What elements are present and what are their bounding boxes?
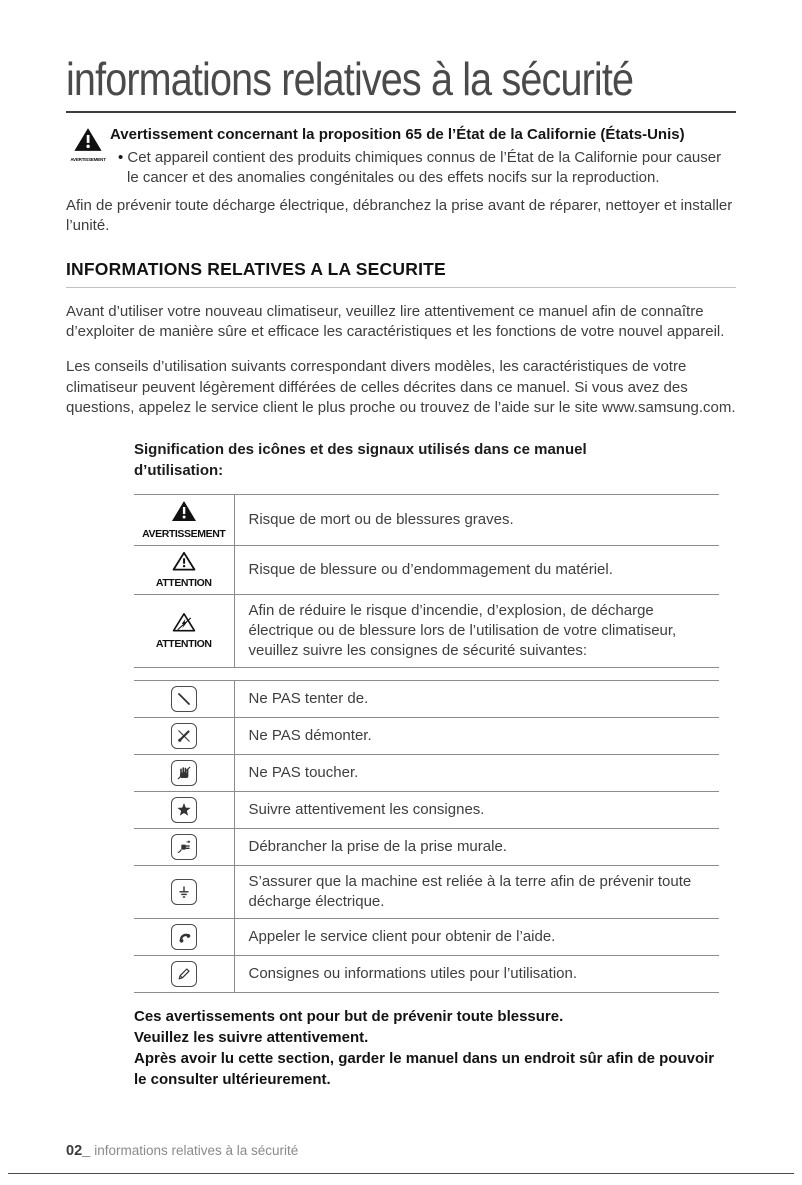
table-row: [134, 865, 719, 918]
table-row: [134, 754, 719, 791]
table-row: [134, 955, 719, 992]
symbol-icon-cell: [134, 717, 234, 754]
symbol-icon-cell: [134, 865, 234, 918]
page-title: informations relatives à la sécurité: [66, 53, 634, 105]
bottom-rule: [8, 1173, 794, 1174]
symbol-icon-cell: [134, 754, 234, 791]
signal-icon-cell: [134, 545, 234, 594]
prohibited-icon: [171, 686, 197, 712]
symbol-icon-cell: [134, 680, 234, 717]
symbol-icon-cell: [134, 828, 234, 865]
no-disassemble-icon: [171, 723, 197, 749]
electric-hazard-icon: [172, 612, 196, 632]
warning-badge: [66, 125, 110, 188]
signal-icon-cell: [134, 494, 234, 545]
section-paragraph-2: Les conseils d’utilisation suivants correspondant divers modèles, les caractéristiques de votre climatiseur peuvent légèrement différées de celles décrites dans ce manuel. Si vous avez des questions, appelez le service client le plus proche ou trouvez de l’aide sur le site www.samsung.com.: [66, 357, 736, 417]
symbol-text: Appeler le service client pour obtenir de l’aide.: [248, 927, 556, 945]
table-row: [134, 828, 719, 865]
no-touch-icon: [171, 760, 197, 786]
signal-icon-cell: [134, 594, 234, 667]
symbol-text: S’assurer que la machine est reliée à la terre afin de prévenir toute décharge électrique.: [248, 872, 692, 910]
table-row: [134, 791, 719, 828]
closing-line-3: Après avoir lu cette section, garder le manuel dans un endroit sûr afin de pouvoir le consulter ultérieurement.: [134, 1049, 715, 1088]
table-row: [134, 717, 719, 754]
table-row: [134, 494, 719, 545]
page-number: 02_: [66, 1143, 91, 1159]
warning-badge-label: AVERTISSEMENT: [70, 157, 106, 162]
unplug-icon: [171, 834, 197, 860]
closing-warnings: [134, 1006, 719, 1090]
follow-instructions-icon: [171, 797, 197, 823]
manual-page: [0, 52, 802, 1090]
legend-heading: Signification des icônes et des signaux utilisés dans ce manuel d’utilisation:: [134, 440, 587, 479]
warning-outline-icon: [172, 551, 196, 571]
symbol-icon-cell: [134, 955, 234, 992]
table-row: [134, 545, 719, 594]
call-service-icon: [171, 924, 197, 950]
prop65-heading: Avertissement concernant la proposition 65 de l’État de la Californie (États-Unis): [110, 126, 685, 143]
signal-label: ATTENTION: [155, 637, 212, 650]
note-icon: [171, 961, 197, 987]
closing-line-1: Ces avertissements ont pour but de prévenir toute blessure.: [134, 1007, 564, 1025]
prop65-body: [110, 125, 736, 188]
intro-note: Afin de prévenir toute décharge électrique, débranchez la prise avant de réparer, nettoyer et installer l’unité.: [66, 197, 733, 235]
page-title-block: [66, 52, 736, 113]
closing-line-2: Veuillez les suivre attentivement.: [134, 1028, 369, 1046]
section-paragraph-1: Avant d’utiliser votre nouveau climatiseur, veuillez lire attentivement ce manuel afin de connaître d’exploiter de manière sûre et efficace les caractéristiques et les fonctions de votre nouvel appareil.: [66, 302, 725, 341]
symbol-text: Ne PAS tenter de.: [248, 689, 369, 707]
symbol-icon-cell: [134, 791, 234, 828]
symbol-text: Débrancher la prise de la prise murale.: [248, 837, 507, 855]
warning-filled-icon: [73, 127, 103, 152]
warning-filled-icon: [171, 500, 197, 522]
symbol-text: Suivre attentivement les consignes.: [248, 800, 485, 818]
signal-table: [134, 494, 719, 668]
ground-icon: [171, 879, 197, 905]
table-row: [134, 918, 719, 955]
footer-label: informations relatives à la sécurité: [94, 1143, 299, 1158]
page-footer: [66, 1143, 298, 1159]
symbol-text: Consignes ou informations utiles pour l’utilisation.: [248, 964, 578, 982]
prop65-warning-block: [66, 125, 736, 188]
prop65-bullet-text: • Cet appareil contient des produits chimiques connus de l’État de la Californie pour causer le cancer et des anomalies congénitales ou des effets nocifs sur la reproduction.: [110, 148, 736, 189]
symbol-table: [134, 680, 719, 993]
section-heading: INFORMATIONS RELATIVES A LA SECURITE: [66, 259, 736, 288]
signal-label: AVERTISSEMENT: [142, 527, 226, 540]
symbol-text: Ne PAS démonter.: [248, 726, 372, 744]
table-row: [134, 594, 719, 667]
signal-text: Risque de blessure ou d’endommagement du matériel.: [248, 560, 613, 578]
signal-text: Afin de réduire le risque d’incendie, d’explosion, de décharge électrique ou de blessure lors de l’utilisation de votre climatiseur, veuillez suivre les consignes de sécurité suivantes:: [248, 601, 677, 659]
symbol-icon-cell: [134, 918, 234, 955]
table-row: [134, 680, 719, 717]
signal-text: Risque de mort ou de blessures graves.: [248, 510, 514, 528]
signal-label: ATTENTION: [155, 576, 212, 589]
symbol-text: Ne PAS toucher.: [248, 763, 359, 781]
